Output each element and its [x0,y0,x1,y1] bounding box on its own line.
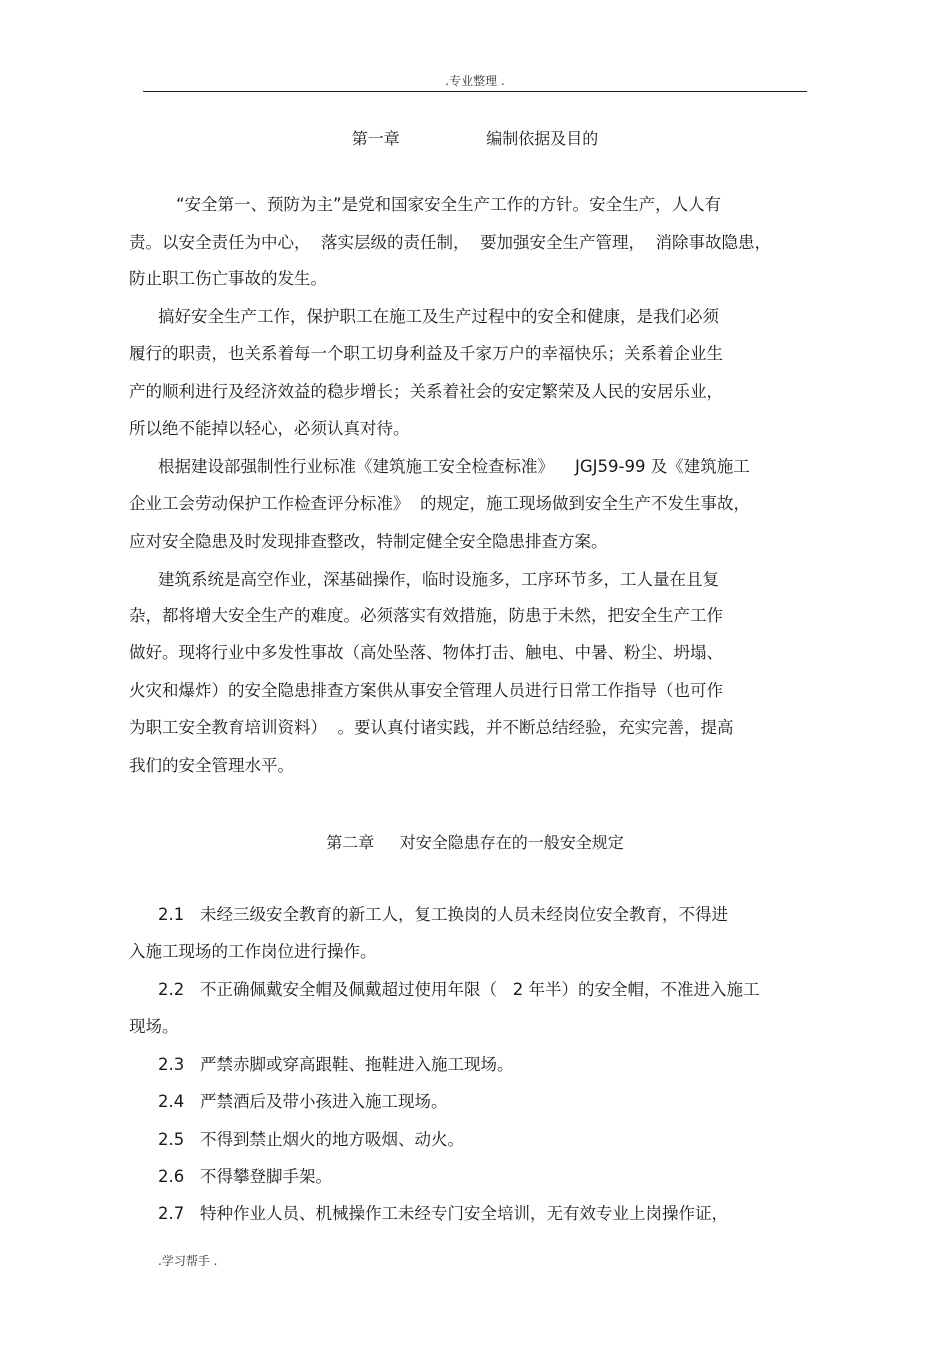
paragraph-line: 搞好安全生产工作，保护职工在施工及生产过程中的安全和健康，是我们必须 [158,307,719,326]
rule-line: 2.5 不得到禁止烟火的地方吸烟、动火。 [158,1130,464,1149]
paragraph-line: 所以绝不能掉以轻心，必须认真对待。 [129,419,410,438]
paragraph-line: 防止职工伤亡事故的发生。 [129,269,327,288]
paragraph-line: 杂，都将增大安全生产的难度。必须落实有效措施，防患于未然，把安全生产工作 [129,606,723,625]
paragraph-line: 根据建设部强制性行业标准《建筑施工安全检查标准》 JGJ59-99 及《建筑施工 [158,457,750,476]
rule-line: 现场。 [129,1017,179,1036]
paragraph-line: “安全第一、预防为主”是党和国家安全生产工作的方针。安全生产，人人有 [176,195,722,214]
paragraph-line: 履行的职责，也关系着每一个职工切身利益及千家万户的幸福快乐；关系着企业生 [129,344,723,363]
rule-line: 2.6 不得攀登脚手架。 [158,1167,332,1186]
paragraph-line: 为职工安全教育培训资料） 。要认真付诸实践，并不断总结经验，充实完善，提高 [129,718,734,737]
rule-line: 2.4 严禁酒后及带小孩进入施工现场。 [158,1092,448,1111]
paragraph-line: 产的顺利进行及经济效益的稳步增长；关系着社会的安定繁荣及人民的安居乐业， [129,382,723,401]
paragraph-line: 应对安全隐患及时发现排查整改，特制定健全安全隐患排查方案。 [129,532,608,551]
paragraph-line: 责。以安全责任为中心， 落实层级的责任制， 要加强安全生产管理， 消除事故隐患， [129,233,771,252]
rule-line: 2.2 不正确佩戴安全帽及佩戴超过使用年限（ 2 年半）的安全帽，不准进入施工 [158,980,760,999]
rule-line: 2.1 未经三级安全教育的新工人，复工换岗的人员未经岗位安全教育，不得进 [158,905,728,924]
chapter-2-title: 第二章 对安全隐患存在的一般安全规定 [326,833,624,852]
paragraph-line: 我们的安全管理水平。 [129,756,294,775]
paragraph-line: 建筑系统是高空作业，深基础操作，临时设施多，工序环节多，工人量在且复 [158,570,719,589]
rule-line: 入施工现场的工作岗位进行操作。 [129,942,377,961]
paragraph-line: 企业工会劳动保护工作检查评分标准》 的规定，施工现场做到安全生产不发生事故， [129,494,750,513]
paragraph-line: 做好。现将行业中多发性事故（高处坠落、物体打击、触电、中暑、粉尘、坍塌、 [129,643,723,662]
chapter-1-title: 第一章 编制依据及目的 [351,129,599,148]
rule-line: 2.7 特种作业人员、机械操作工未经专门安全培训，无有效专业上岗操作证， [158,1204,728,1223]
page-header: .专业整理 . [445,74,505,88]
paragraph-line: 火灾和爆炸）的安全隐患排查方案供从事安全管理人员进行日常工作指导（也可作 [129,681,723,700]
header-rule [143,91,807,92]
rule-line: 2.3 严禁赤脚或穿高跟鞋、拖鞋进入施工现场。 [158,1055,514,1074]
page-footer: .学习帮手 . [158,1254,218,1268]
